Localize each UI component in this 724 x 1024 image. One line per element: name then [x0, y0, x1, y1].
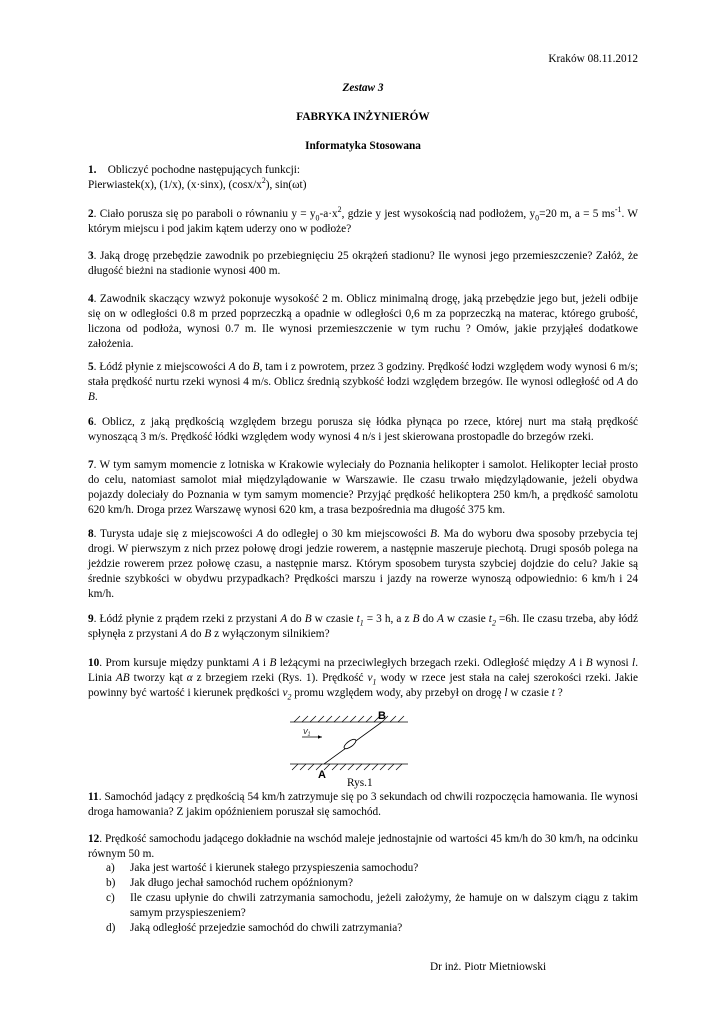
- problem-number: 11: [88, 791, 99, 803]
- bank-hatching-bottom: [292, 764, 402, 770]
- point-label: B: [252, 361, 260, 373]
- problem-text: , gdzie y jest wysokością nad podłożem, y: [341, 208, 536, 220]
- problem-10: [88, 656, 638, 701]
- point-b-label: B: [378, 710, 386, 722]
- list-marker: d): [106, 921, 116, 934]
- superscript: 2: [337, 205, 342, 215]
- problem-text: z brzegiem rzeki (Rys. 1). Prędkość: [192, 671, 368, 684]
- line-label: AB: [115, 671, 130, 684]
- problem-text: . Ciało porusza się po paraboli o równaniu y = y: [93, 208, 316, 220]
- problem-text: . Łódź płynie z prądem rzeki z przystani: [93, 613, 281, 625]
- subscript: 0: [535, 213, 540, 223]
- angle-symbol: α: [186, 671, 193, 684]
- problem-number: 7: [88, 459, 94, 471]
- problem-text: =6h. Ile czasu trzeba, aby łódź spłynęła z przystani: [88, 613, 638, 640]
- place-date: Kraków 08.11.2012: [548, 53, 638, 65]
- time-symbol: t: [488, 613, 492, 625]
- set-number: Zestaw 3: [342, 82, 384, 94]
- problem-9: [88, 612, 638, 642]
- list-marker: c): [106, 891, 115, 904]
- point-label: A: [436, 613, 444, 625]
- problem-number: 12: [88, 833, 100, 845]
- problem-text: i: [575, 657, 586, 669]
- problem-text: .: [94, 390, 98, 403]
- problem-text: . Ma do wyboru dwa sposoby przebycia tej drogi. W pierwszym z nich przez połowę drogi jedzie rowerem, a następnie maszeruje piechotą. Drugi sposób polega na jeżdzie rowerem przez połowę czasu, a następnie marsz. Którym sposobem turysta szybciej dojdzie do celu? Jakie są średnie szybkości w obydwu przypadkach? Prędkości marszu i jazdy na rowerze wynoszą odpowiednio: 6 km/h i 24 km/h.: [88, 528, 638, 600]
- point-label: A: [280, 613, 288, 625]
- problem-number: 10: [88, 657, 100, 669]
- problem-text: wynosi: [592, 657, 633, 669]
- ferry-icon: [343, 738, 358, 751]
- problem-text: Obliczyć pochodne następujących funkcji:: [107, 164, 301, 176]
- list-item-text: Jak długo jechał samochód ruchem opóźnionym?: [130, 876, 354, 889]
- problem-text: . W którym miejscu i pod jakim kątem uderzy ono w podłoże?: [88, 208, 639, 235]
- subscript: 1: [359, 618, 364, 628]
- list-marker: a): [106, 862, 115, 874]
- velocity-label: $V_1$: [303, 729, 311, 738]
- problem-text: do odległej o 30 km miejscowości: [263, 528, 431, 540]
- problem-text: do: [287, 613, 305, 625]
- list-item-text: Jaką odległość przejedzie samochód do chwili zatrzymania?: [130, 921, 403, 934]
- list-item-text: Ile czasu upłynie do chwili zatrzymania samochodu, jeżeli założymy, że hamuje on w dalszym ciągu z takim samym przyspieszeniem?: [130, 891, 638, 919]
- list-marker: b): [106, 876, 116, 889]
- problem-text: . W tym samym momencie z lotniska w Krakowie wyleciały do Poznania helikopter i samolot. Helikopter leciał prosto do celu, natomiast samolot miał międzylądowanie w Warszawie. Ile czasu trwało międzylądowanie, jeżeli obydwa pojazdy doleciały do Poznania w tym samym momencie? Przyjąć prędkość helikoptera 250 km/h, a prędkość samolotu 620 km/h. Droga przez Warszawę wynosi 620 km, a trasa bezpośrednia ma długość 375 km.: [88, 459, 638, 516]
- superscript: -1: [614, 205, 622, 215]
- problem-1: [88, 163, 638, 193]
- problem-text: = 3 h, a z: [363, 613, 413, 625]
- problem-text: wody w rzece jest stała na całej szerokości rzeki. Jakie powinny być wartość i kierunek prędkości: [88, 671, 638, 699]
- document-title: FABRYKA INŻYNIERÓW: [296, 111, 430, 123]
- problem-text: . Turysta udaje się z miejscowości: [93, 528, 257, 540]
- problem-number: 4: [88, 293, 94, 305]
- list-item: [106, 876, 638, 891]
- problem-number: 6: [88, 416, 94, 428]
- problem-text: . Oblicz, z jaką prędkością względem brzegu porusza się łódka płynąca po rzece, której nurt ma stałą prędkość wynoszącą 3 m/s. Prędkość łódki względem wody wynosi 4 n/s i jest skierowana prostopadle do brzegów rzeki.: [88, 416, 638, 443]
- point-label: A: [252, 657, 260, 669]
- problem-text: do: [235, 361, 253, 373]
- author-signature: Dr inż. Piotr Mietniowski: [430, 961, 547, 973]
- point-label: A: [228, 361, 236, 373]
- list-item-text: Jaka jest wartość i kierunek stałego przyspieszenia samochodu?: [130, 862, 419, 874]
- problem-11: [88, 790, 638, 820]
- problem-text: tworzy kąt: [129, 671, 187, 684]
- subscript: 1: [372, 677, 377, 687]
- bank-hatching-top: [294, 716, 404, 722]
- velocity-symbol: v: [367, 671, 373, 684]
- point-label: A: [568, 657, 576, 669]
- problem-text: z wyłączonym silnikiem?: [211, 627, 330, 640]
- problem-6: [88, 415, 638, 445]
- point-label: B: [204, 627, 212, 640]
- subscript: 0: [315, 213, 320, 223]
- river-ferry-figure: [284, 706, 414, 782]
- problem-number: 5: [88, 361, 94, 373]
- problem-text: leżącymi na przeciwległych brzegach rzeki. Odległość między: [276, 657, 569, 669]
- problem-text: . Prędkość samochodu jadącego dokładnie na wschód maleje jednostajnie od wartości 45 km/h do 30 km/h, na odcinku równym 50 m.: [88, 833, 638, 860]
- point-a-label: A: [318, 769, 326, 781]
- superscript: 2: [261, 176, 266, 186]
- time-symbol: t: [356, 613, 360, 625]
- subscript: 2: [287, 692, 292, 702]
- arrow-head-icon: [318, 735, 322, 738]
- point-label: B: [585, 657, 593, 669]
- point-label: B: [412, 613, 420, 625]
- problem-text: -a·x: [319, 208, 338, 220]
- problem-text: w czasie: [443, 613, 489, 625]
- problem-5: [88, 360, 638, 405]
- point-label: A: [256, 528, 264, 540]
- problem-4: [88, 292, 638, 352]
- problem-7: [88, 458, 638, 518]
- problem-text: do: [419, 613, 437, 625]
- problem-number: 2: [88, 208, 94, 220]
- point-label: B: [304, 613, 312, 625]
- problem-text: . Jaką drogę przebędzie zawodnik po przebiegnięciu 25 okrążeń stadionu? Ile wynosi jego przemieszczenie? Załóż, że długość bieżni na stadionie wynosi 400 m.: [88, 250, 638, 277]
- point-label: B: [88, 390, 95, 403]
- problem-3: [88, 249, 638, 279]
- problem-text: do: [187, 627, 205, 640]
- point-label: B: [430, 528, 438, 540]
- point-label: B: [269, 657, 277, 669]
- problem-12: [88, 832, 638, 862]
- problem-8: [88, 527, 638, 602]
- distance-symbol: l: [632, 657, 636, 669]
- problem-12-subquestions: [106, 861, 638, 936]
- problem-text: w czasie: [507, 686, 552, 699]
- problem-2: [88, 207, 638, 237]
- point-label: A: [616, 375, 624, 388]
- problem-text: i: [259, 657, 270, 669]
- point-label: A: [180, 627, 188, 640]
- problem-text: =20 m, a = 5 ms: [539, 208, 615, 220]
- problem-text: , tam i z powrotem, przez 3 godziny. Prędkość łodzi względem wody wynosi 6 m/s; stała prędkość nurtu rzeki wynosi 4 m/s. Oblicz średnią szybkość łodzi względem brzegów. Ile wynosi odległość od: [88, 361, 638, 388]
- distance-symbol: l: [504, 686, 508, 699]
- figure-caption: Rys.1: [347, 777, 373, 789]
- time-symbol: t: [551, 686, 555, 699]
- subscript: 2: [491, 618, 496, 628]
- problem-text: . Linia: [88, 657, 639, 684]
- problem-number: 9: [88, 613, 94, 625]
- problem-number: 8: [88, 528, 94, 540]
- problem-text: . Prom kursuje między punktami: [99, 657, 253, 669]
- problem-number: 3: [88, 250, 94, 262]
- problem-text: ), sin(ωt): [265, 178, 307, 191]
- problem-text: Pierwiastek(x), (1/x), (x·sinx), (cosx/x: [88, 178, 262, 191]
- list-item: [106, 861, 638, 876]
- problem-text: do: [623, 375, 639, 388]
- problem-text: w czasie: [311, 613, 357, 625]
- problem-number: 1.: [88, 164, 97, 176]
- document-subtitle: Informatyka Stosowana: [305, 140, 421, 152]
- problem-text: ?: [554, 686, 563, 699]
- problem-text: . Łódź płynie z miejscowości: [93, 361, 229, 373]
- list-item: [106, 921, 638, 936]
- velocity-symbol: v: [282, 686, 288, 699]
- list-item: [106, 891, 638, 921]
- problem-text: . Zawodnik skaczący wzwyż pokonuje wysokość 2 m. Oblicz minimalną drogę, jaką przebędzie jego but, jeżeli odbije się on w odległości 0.8 m przed poprzeczką a opadnie w odległości 0,6 m za poprzeczką na materac, którego grubość, liczona od podłoża, wynosi 0.7 m. Ile wynosi przemieszczenie w tym ruchu ? Omów, jakie przyjąłeś dodatkowe założenia.: [88, 293, 638, 350]
- problem-text: . Samochód jadący z prędkością 54 km/h zatrzymuje się po 3 sekundach od chwili rozpoczęcia hamowania. Ile wynosi droga hamowania? Z jakim opóźnieniem poruszał się samochód.: [88, 791, 638, 818]
- problem-text: promu względem wody, aby przebył on drogę: [291, 686, 505, 699]
